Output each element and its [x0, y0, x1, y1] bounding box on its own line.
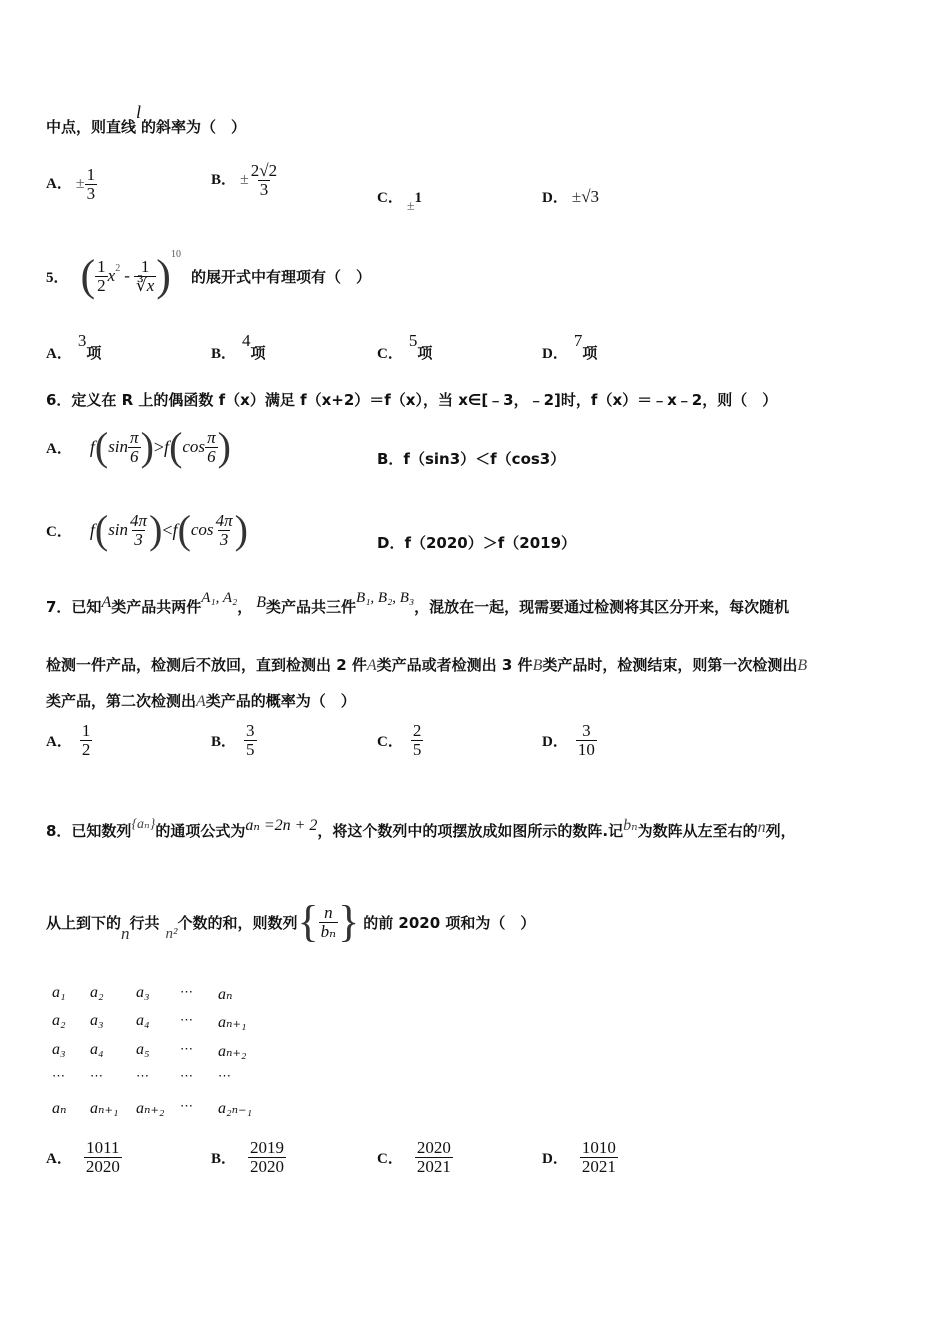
matrix-cell: aₙ₊₂	[136, 1100, 165, 1117]
option-label: A．	[46, 440, 72, 457]
fraction-denominator: 6	[130, 446, 139, 466]
func-f: f	[164, 436, 170, 457]
right-paren: )	[156, 251, 171, 300]
right-paren: )	[149, 507, 163, 552]
fraction-denominator: 10	[577, 739, 595, 759]
matrix-cell: a₃	[136, 984, 150, 1001]
matrix-cell: a₅	[136, 1041, 150, 1058]
fraction-numerator: π	[207, 427, 216, 447]
plus-minus-sign: ±	[571, 187, 582, 206]
var-A: A	[366, 657, 377, 674]
fraction-numerator: 4π	[130, 510, 148, 530]
fraction-numerator: 2020	[416, 1138, 451, 1157]
text: 8．已知数列	[46, 822, 132, 840]
text: 类产品或者检测出 3 件	[376, 656, 533, 674]
option-label: A．	[46, 1150, 72, 1167]
matrix-cell: a₃	[52, 1041, 66, 1058]
text: ，	[237, 598, 253, 616]
right-paren: )	[140, 424, 154, 469]
func-f: f	[89, 436, 95, 457]
left-paren: (	[94, 507, 109, 552]
option-value: √3	[581, 187, 600, 206]
var-B: B	[797, 657, 808, 674]
option-label: D．	[542, 190, 568, 206]
text: 的通项公式为	[155, 822, 246, 840]
fraction-numerator: 4π	[215, 510, 233, 530]
text: 列，	[765, 822, 796, 840]
matrix-cell: aₙ	[218, 986, 233, 1003]
func-sin: sin	[108, 520, 129, 539]
option-label: A．	[46, 733, 72, 750]
question-number: 5．	[46, 269, 69, 286]
option-unit: 项	[86, 344, 102, 362]
fraction-denominator: 2020	[250, 1156, 285, 1176]
option-label: D．	[542, 1150, 568, 1167]
matrix-cell: aₙ₊₂	[218, 1043, 247, 1060]
items-A1-A2: A₁, A₂	[201, 590, 238, 606]
option-value: 3	[77, 331, 87, 350]
minus-sign: -	[124, 266, 130, 285]
fraction-denominator: bₙ	[320, 921, 337, 941]
option-unit: 项	[250, 344, 266, 362]
var-A: A	[196, 693, 206, 710]
q6-option-c	[46, 507, 248, 553]
q4-stem-part: 中点，则直线	[46, 118, 137, 136]
matrix-cell: a₃	[90, 1012, 104, 1029]
matrix-cell: ⋯	[180, 1012, 193, 1027]
fraction-numerator: 3	[246, 721, 255, 740]
fraction-denominator: 3	[219, 529, 229, 549]
q7-option-a	[46, 722, 92, 759]
fraction-denominator: 5	[412, 739, 422, 759]
exponent: 10	[170, 248, 181, 260]
plus-minus-sign: ±	[406, 199, 415, 214]
q4-stem-part: 的斜率为（ ）	[141, 118, 247, 136]
left-paren: (	[80, 251, 96, 300]
option-label: A．	[46, 346, 72, 362]
matrix-cell: ⋯	[180, 1068, 193, 1083]
option-value: 7	[573, 331, 583, 350]
option-label: D．	[542, 346, 568, 362]
fraction-numerator: 2	[412, 721, 422, 740]
option-label: C．	[377, 733, 403, 750]
q8-option-d	[542, 1139, 618, 1176]
text: 检测一件产品，检测后不放回，直到检测出 2 件	[46, 656, 367, 674]
q4-option-c	[377, 186, 423, 214]
matrix-cell: a₁	[52, 984, 66, 1001]
text: ，将这个数列中的项摆放成如图所示的数阵.记	[317, 822, 624, 840]
fraction-denominator: ∛x	[135, 275, 155, 295]
q4-option-d	[542, 186, 599, 207]
matrix-cell: aₙ₊₁	[218, 1014, 247, 1031]
fraction-numerator: 1	[140, 256, 150, 276]
option-label: C．	[377, 346, 403, 362]
func-cos: cos	[190, 520, 214, 539]
q8-option-a	[46, 1139, 122, 1176]
matrix-cell: ⋯	[180, 1041, 193, 1056]
q8-line-2	[46, 892, 535, 952]
text: 个数的和，则数列	[177, 913, 298, 932]
fraction-denominator: 2	[97, 275, 106, 295]
option-value: 1	[414, 190, 423, 206]
q5-stem	[46, 246, 371, 306]
fraction-numerator: 3	[582, 721, 591, 740]
matrix-cell: ⋯	[136, 1068, 149, 1083]
option-unit: 项	[417, 344, 433, 362]
q6-stem: 6．定义在 R 上的偶函数 f（x）满足 f（x+2）＝f（x），当 x∈[﹣3，﹣2]时，f（x）＝﹣x﹣2，则（ ）	[46, 391, 778, 409]
text: 为数阵从左至右的	[637, 822, 758, 840]
fraction-numerator: π	[130, 427, 139, 447]
sequence-an: {aₙ}	[131, 817, 156, 832]
q6-option-d: D．f（2020）＞f（2019）	[377, 534, 576, 552]
matrix-cell: a₂ₙ₋₁	[218, 1100, 253, 1117]
number-array-grid	[52, 984, 262, 1124]
fraction-numerator: 1	[86, 165, 96, 184]
matrix-cell: aₙ	[52, 1100, 67, 1117]
fraction-denominator: 3	[134, 529, 143, 549]
q4-option-a	[46, 166, 97, 203]
fraction-denominator: 6	[207, 446, 216, 466]
matrix-cell: a₂	[52, 1012, 66, 1029]
text: 类产品共三件	[266, 598, 357, 616]
option-label: B．	[211, 1150, 237, 1167]
matrix-cell: ⋯	[218, 1068, 231, 1083]
exponent: 2	[115, 262, 121, 274]
option-label: B．	[211, 346, 237, 362]
matrix-cell: a₄	[90, 1041, 104, 1058]
matrix-cell: aₙ₊₁	[90, 1100, 119, 1117]
q5-option-d	[542, 330, 598, 362]
q7-option-d	[542, 722, 597, 759]
q7-option-b	[211, 722, 257, 759]
text: 类产品的概率为（ ）	[205, 692, 356, 710]
option-value: 4	[242, 331, 251, 350]
var-x: x	[107, 266, 116, 285]
plus-minus-sign: ±	[75, 175, 85, 193]
number-array	[52, 984, 262, 1124]
option-label: C．	[377, 1150, 403, 1167]
fraction-numerator: 1010	[581, 1138, 616, 1157]
text: 的前 2020 项和为（ ）	[363, 913, 536, 932]
q4-stem	[46, 102, 247, 137]
q7-line-3	[46, 690, 356, 711]
option-label: B．	[211, 172, 237, 189]
fraction-denominator: 3	[259, 179, 269, 199]
var-bn: bₙ	[623, 817, 638, 834]
q4-option-b	[211, 162, 279, 199]
matrix-cell: a₄	[136, 1012, 150, 1029]
text: ，混放在一起，现需要通过检测将其区分开来，每次随机	[414, 598, 790, 616]
matrix-cell: ⋯	[180, 1098, 193, 1113]
matrix-cell: ⋯	[180, 984, 193, 999]
var-n-squared: n²	[165, 925, 178, 942]
matrix-cell: ⋯	[90, 1068, 103, 1083]
var-B: B	[256, 594, 267, 611]
left-paren: (	[169, 424, 183, 469]
q6-option-b: B．f（sin3）＜f（cos3）	[377, 450, 566, 468]
fraction-numerator: 2√2	[250, 161, 278, 180]
var-n: n	[757, 819, 766, 836]
var-A: A	[101, 594, 112, 611]
text: 类产品时，检测结束，则第一次检测出	[542, 656, 798, 674]
fraction-numerator: 2019	[250, 1138, 285, 1157]
items-B1-B2-B3: B₁, B₂, B₃	[356, 590, 415, 606]
q7-line-2	[46, 654, 807, 675]
fraction-denominator: 5	[246, 739, 255, 759]
option-label: A．	[46, 176, 72, 193]
fraction-denominator: 3	[86, 183, 96, 203]
q5-option-b	[211, 330, 266, 362]
func-f: f	[89, 519, 95, 540]
text: 7．已知	[46, 598, 102, 616]
fraction-numerator: 1	[97, 256, 106, 276]
fraction-numerator: n	[324, 902, 333, 922]
left-paren: (	[177, 507, 191, 552]
right-paren: )	[217, 424, 231, 469]
plus-minus-sign: ±	[240, 171, 249, 189]
option-label: B．	[211, 733, 237, 750]
option-label: C．	[377, 190, 403, 206]
text: 类产品，第二次检测出	[46, 692, 197, 710]
q8-option-b	[211, 1139, 286, 1176]
fraction-numerator: 1	[81, 721, 91, 740]
option-value: 5	[408, 331, 418, 350]
q7-line-1	[46, 590, 790, 617]
comparison-operator: >	[153, 436, 165, 457]
general-term-formula: aₙ =2n + 2	[245, 817, 318, 834]
text: 行共	[129, 913, 160, 932]
matrix-cell: a₂	[90, 984, 104, 1001]
q6-option-a	[46, 424, 231, 470]
matrix-cell: ⋯	[52, 1068, 65, 1083]
q8-option-c	[377, 1139, 453, 1176]
func-sin: sin	[108, 437, 129, 456]
right-paren: )	[234, 507, 248, 552]
fraction-denominator: 2020	[85, 1156, 120, 1176]
fraction-numerator: 1011	[86, 1138, 120, 1157]
q5-option-c	[377, 330, 433, 362]
fraction-denominator: 2	[81, 739, 91, 759]
func-f: f	[172, 519, 178, 540]
left-brace: {	[297, 897, 319, 946]
q5-stem-text: 的展开式中有理项有（ ）	[190, 267, 371, 286]
q4-var-l: l	[136, 102, 142, 122]
var-n: n	[121, 924, 130, 943]
right-brace: }	[338, 897, 360, 946]
left-paren: (	[94, 424, 109, 469]
q5-option-a	[46, 330, 102, 362]
option-label: D．	[542, 733, 568, 750]
fraction-denominator: 2021	[581, 1156, 616, 1176]
q8-line-1	[46, 817, 796, 841]
option-unit: 项	[582, 344, 598, 362]
text: 类产品共两件	[111, 598, 202, 616]
comparison-operator: <	[162, 519, 173, 540]
fraction-denominator: 2021	[416, 1156, 451, 1176]
func-cos: cos	[182, 437, 206, 456]
q7-option-c	[377, 722, 423, 759]
text: 从上到下的	[46, 913, 122, 932]
var-B: B	[532, 657, 543, 674]
option-label: C．	[46, 523, 72, 540]
